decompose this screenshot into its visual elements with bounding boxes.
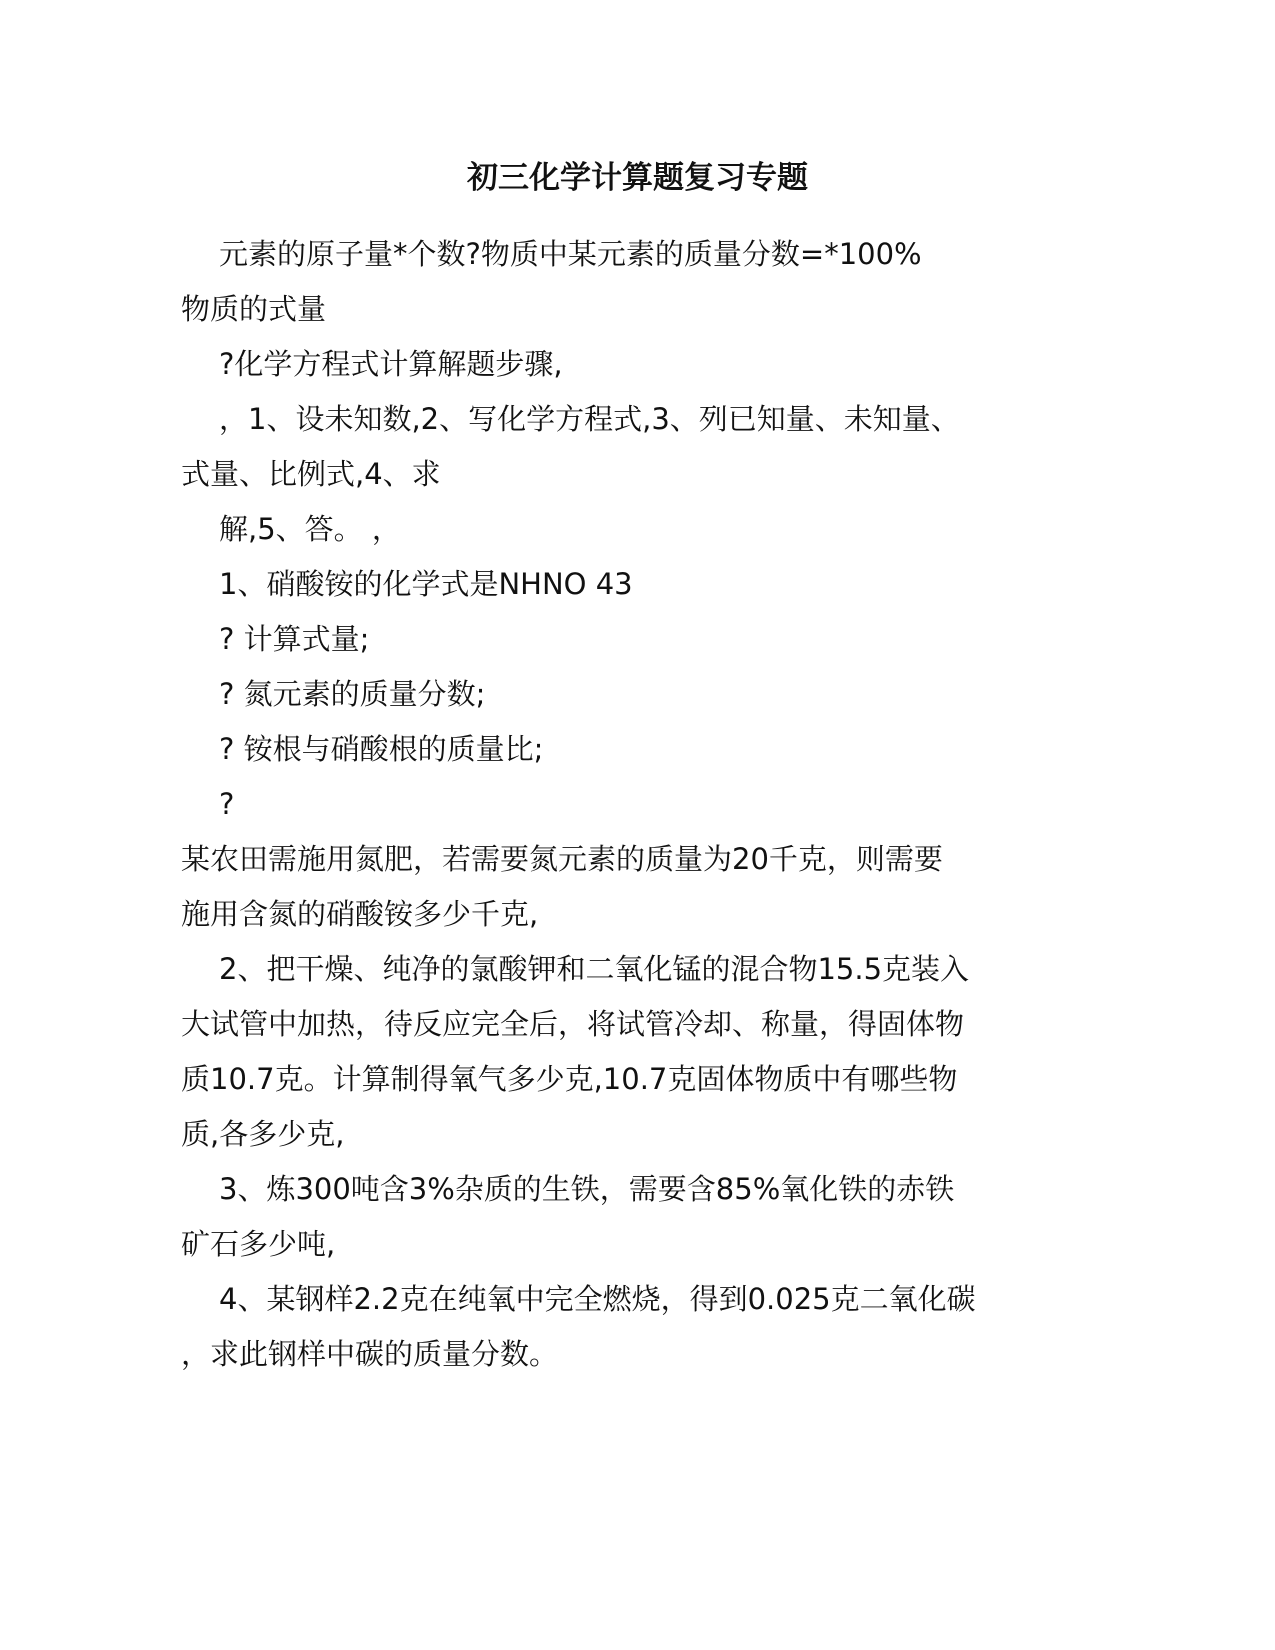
- document-title: 初三化学计算题复习专题: [467, 160, 808, 196]
- steps-line-3: 解,5、答。 ，: [219, 512, 401, 546]
- formula-denominator-line: 物质的式量: [181, 292, 327, 326]
- question-1-part-a: ? 计算式量;: [219, 622, 370, 656]
- question-1-part-b: ? 氮元素的质量分数;: [219, 677, 486, 711]
- question-1-part-d-line-1: 某农田需施用氮肥，若需要氮元素的质量为20千克，则需要: [181, 842, 943, 876]
- steps-line-2: 式量、比例式,4、求: [181, 457, 441, 491]
- question-1-part-d-marker: ?: [219, 787, 235, 821]
- steps-line-1: ，1、设未知数,2、写化学方程式,3、列已知量、未知量、: [219, 402, 960, 436]
- question-3-line-1: 3、炼300吨含3%杂质的生铁，需要含85%氧化铁的赤铁: [219, 1172, 955, 1206]
- question-4-line-2: ，求此钢样中碳的质量分数。: [181, 1337, 559, 1371]
- question-2-line-2: 大试管中加热，待反应完全后，将试管冷却、称量，得固体物: [181, 1007, 965, 1041]
- question-1-part-c: ? 铵根与硝酸根的质量比;: [219, 732, 544, 766]
- document-body: [181, 227, 1081, 1382]
- question-3-line-2: 矿石多少吨,: [181, 1227, 336, 1261]
- question-4-line-1: 4、某钢样2.2克在纯氧中完全燃烧，得到0.025克二氧化碳: [219, 1282, 976, 1316]
- steps-heading: ?化学方程式计算解题步骤,: [219, 347, 563, 381]
- question-2-line-3: 质10.7克。计算制得氧气多少克,10.7克固体物质中有哪些物: [181, 1062, 958, 1096]
- question-2-line-1: 2、把干燥、纯净的氯酸钾和二氧化锰的混合物15.5克装入: [219, 952, 970, 986]
- question-2-line-4: 质,各多少克,: [181, 1117, 345, 1151]
- question-1-heading: 1、硝酸铵的化学式是NHNO 43: [219, 567, 633, 601]
- question-1-part-d-line-2: 施用含氮的硝酸铵多少千克,: [181, 897, 539, 931]
- formula-line: 元素的原子量*个数?物质中某元素的质量分数=*100%: [219, 237, 922, 271]
